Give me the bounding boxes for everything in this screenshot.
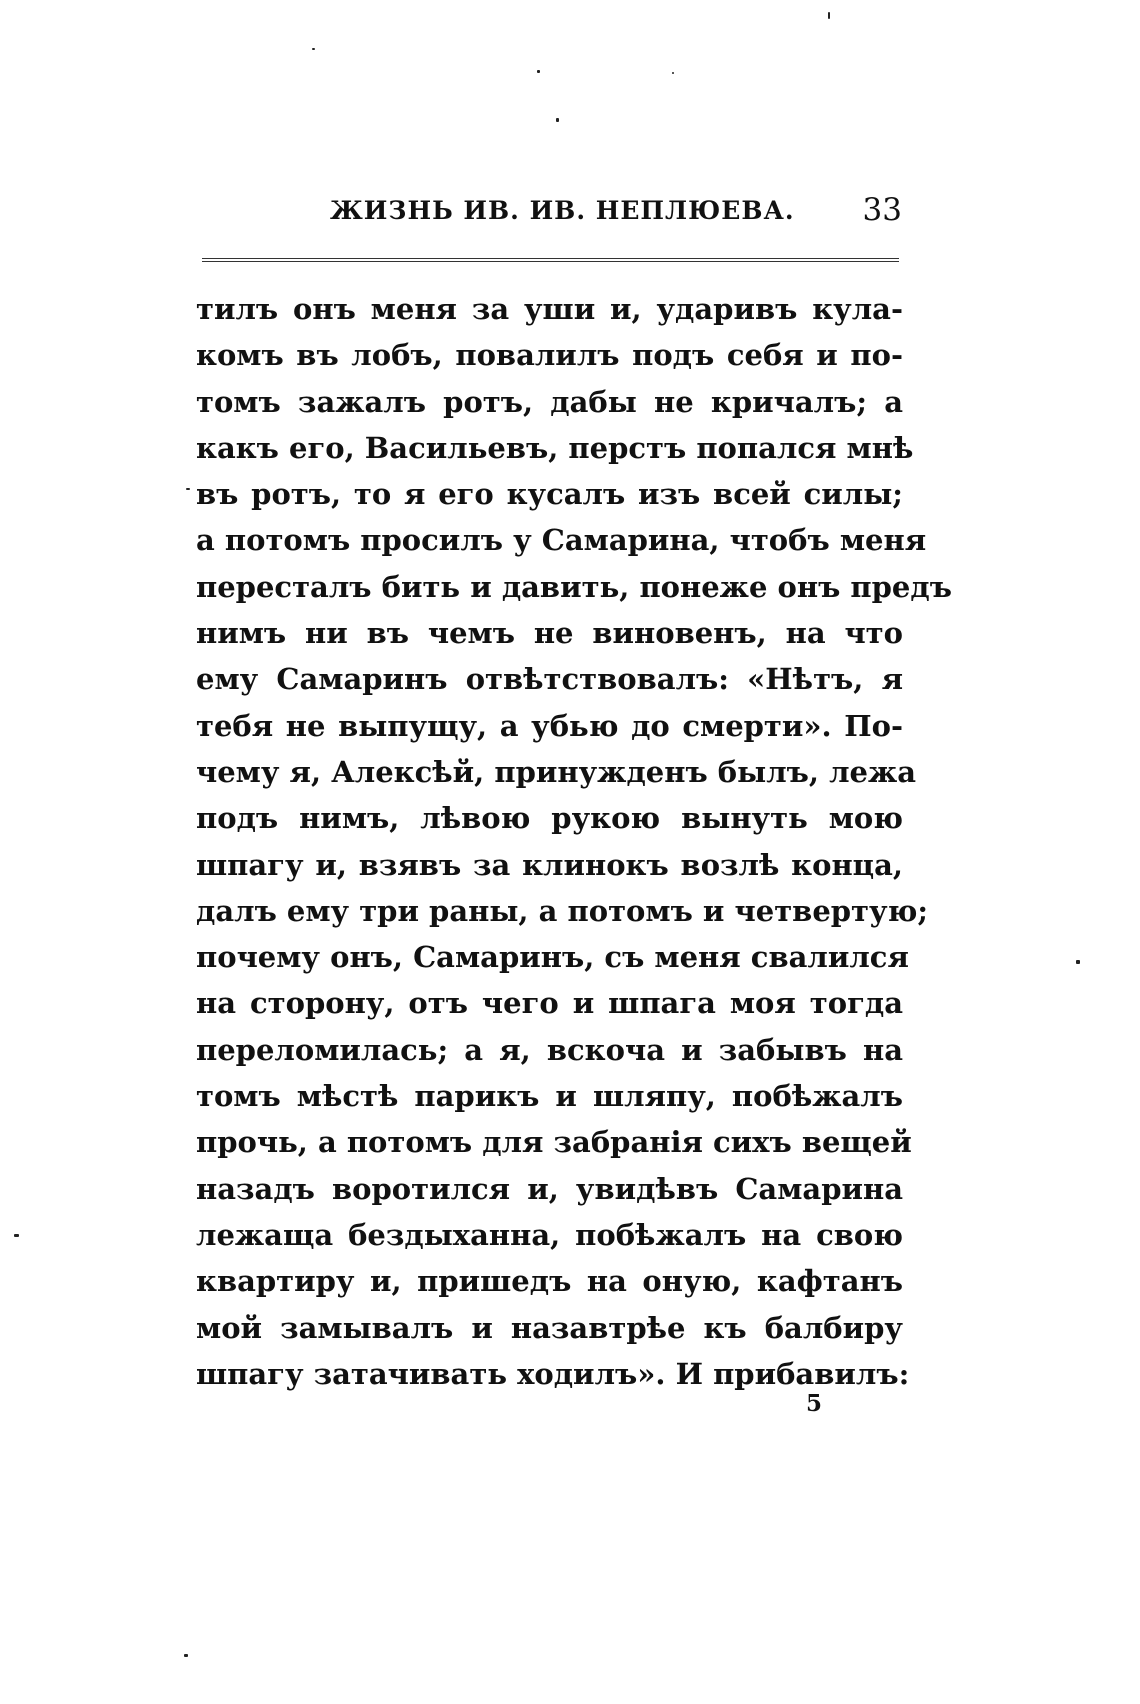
text-line: назадъ воротился и, увидѣвъ Самарина bbox=[196, 1171, 903, 1206]
scan-speck bbox=[537, 70, 540, 73]
text-line: подъ нимъ, лѣвою рукою вынуть мою bbox=[196, 801, 903, 836]
scan-speck bbox=[312, 48, 315, 50]
text-line: тилъ онъ меня за уши и, ударивъ кула- bbox=[196, 292, 903, 326]
signature-mark: 5 bbox=[806, 1390, 823, 1417]
text-line: шпагу затачивать ходилъ». И прибавилъ: bbox=[196, 1356, 910, 1391]
text-line: почему онъ, Самаринъ, съ меня свалился bbox=[196, 940, 909, 975]
text-line: пересталъ бить и давить, понеже онъ предъ bbox=[196, 569, 952, 604]
header-rule bbox=[202, 258, 899, 262]
text-line: прочь, а потомъ для забранія сихъ вещей bbox=[196, 1125, 912, 1160]
text-line: чему я, Алексѣй, принужденъ былъ, лежа bbox=[196, 754, 917, 789]
text-line: далъ ему три раны, а потомъ и четвертую; bbox=[196, 893, 929, 928]
text-line: шпагу и, взявъ за клинокъ возлѣ конца, bbox=[196, 847, 903, 882]
text-line: томъ зажалъ ротъ, дабы не кричалъ; а bbox=[196, 384, 903, 419]
text-line: на сторону, отъ чего и шпага моя тогда bbox=[196, 986, 903, 1021]
text-line: ему Самаринъ отвѣтствовалъ: «Нѣтъ, я bbox=[196, 662, 903, 697]
text-line: квартиру и, пришедъ на оную, кафтанъ bbox=[196, 1264, 903, 1299]
scan-speck bbox=[14, 1234, 19, 1237]
text-line: переломилась; а я, вскоча и забывъ на bbox=[196, 1032, 903, 1067]
running-title: ЖИЗНЬ ИВ. ИВ. НЕПЛЮЕВА. bbox=[330, 196, 795, 225]
scan-speck bbox=[556, 118, 559, 122]
page-number: 33 bbox=[862, 192, 902, 228]
text-line: мой замывалъ и назавтрѣе къ балбиру bbox=[196, 1310, 903, 1345]
scan-speck bbox=[828, 12, 830, 19]
text-line: нимъ ни въ чемъ не виновенъ, на что bbox=[196, 616, 903, 651]
text-line: тебя не выпущу, а убью до смерти». По- bbox=[196, 708, 903, 743]
scan-speck bbox=[186, 488, 190, 490]
text-line: лежаща бездыханна, побѣжалъ на свою bbox=[196, 1217, 903, 1252]
body-text bbox=[196, 286, 952, 1397]
text-line: томъ мѣстѣ парикъ и шляпу, побѣжалъ bbox=[196, 1079, 903, 1114]
text-line: въ ротъ, то я его кусалъ изъ всей силы; bbox=[196, 477, 903, 512]
scan-speck bbox=[184, 1654, 188, 1657]
text-line: комъ въ лобъ, повалилъ подъ себя и по- bbox=[196, 338, 903, 373]
text-line: а потомъ просилъ у Самарина, чтобъ меня bbox=[196, 523, 927, 558]
scan-speck bbox=[1076, 960, 1080, 964]
scan-speck bbox=[672, 72, 674, 74]
text-line: какъ его, Васильевъ, перстъ попался мнѣ bbox=[196, 430, 914, 465]
